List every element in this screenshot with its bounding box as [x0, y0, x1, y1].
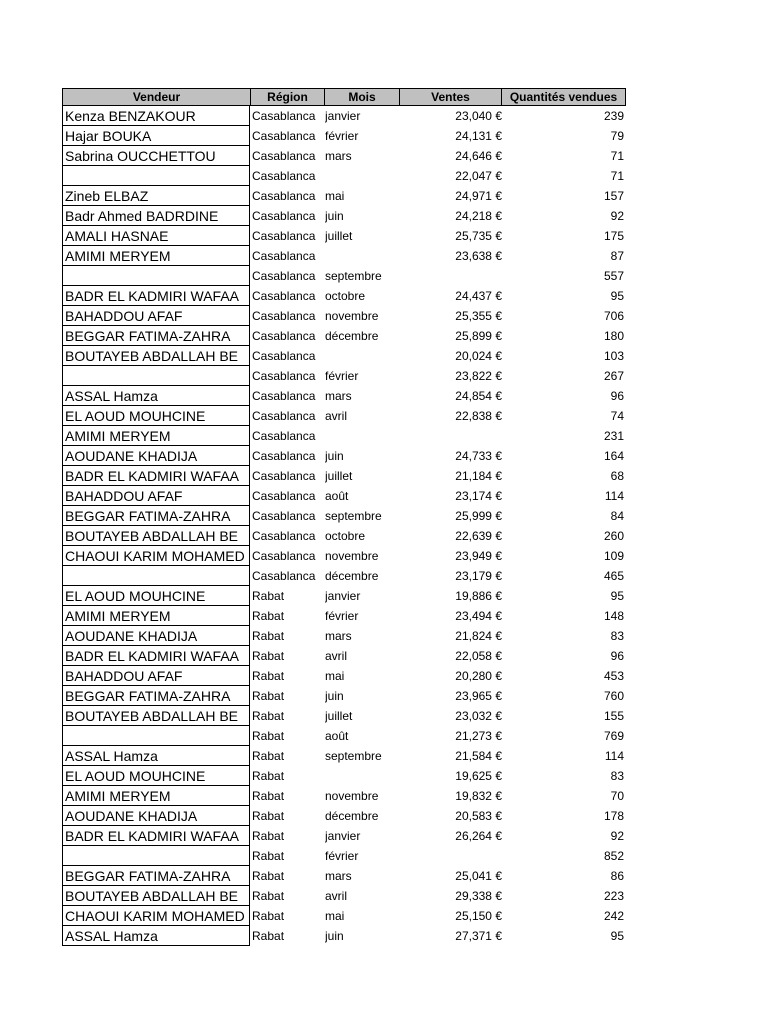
cell-mois[interactable]: avril: [325, 649, 348, 663]
cell-mois[interactable]: février: [325, 609, 359, 623]
cell-region[interactable]: Rabat: [252, 849, 285, 863]
cell-mois[interactable]: mars: [325, 389, 352, 403]
cell-mois[interactable]: septembre: [325, 749, 382, 763]
cell-vendeur[interactable]: [62, 606, 250, 626]
cell-vendeur[interactable]: [62, 906, 250, 926]
cell-region[interactable]: Casablanca: [252, 209, 316, 223]
cell-quantite[interactable]: 68: [610, 469, 624, 483]
cell-region[interactable]: Rabat: [252, 689, 285, 703]
cell-quantite[interactable]: 706: [603, 309, 624, 323]
cell-region[interactable]: Casablanca: [252, 349, 316, 363]
cell-region[interactable]: Rabat: [252, 729, 285, 743]
table-row: [62, 426, 626, 446]
cell-mois[interactable]: février: [325, 369, 359, 383]
cell-quantite[interactable]: 70: [610, 789, 624, 803]
cell-ventes[interactable]: 19,832 €: [455, 789, 502, 803]
cell-quantite[interactable]: 109: [603, 549, 624, 563]
cell-vendeur[interactable]: [62, 726, 250, 746]
cell-quantite[interactable]: 96: [610, 649, 624, 663]
cell-mois[interactable]: juillet: [325, 469, 353, 483]
table-row: [62, 906, 626, 926]
cell-region[interactable]: Rabat: [252, 869, 285, 883]
table-row: [62, 646, 626, 666]
cell-vendeur[interactable]: [62, 466, 250, 486]
table-row: [62, 566, 626, 586]
cell-quantite[interactable]: 95: [610, 929, 624, 943]
cell-vendeur[interactable]: [62, 766, 250, 786]
cell-quantite[interactable]: 95: [610, 289, 624, 303]
cell-vendeur[interactable]: [62, 266, 250, 286]
vendeur-text: Zineb ELBAZ: [65, 188, 149, 204]
vendeur-text: BOUTAYEB ABDALLAH BE: [65, 348, 238, 364]
cell-ventes[interactable]: 24,733 €: [455, 449, 502, 463]
vendeur-text: CHAOUI KARIM MOHAMED: [65, 908, 245, 924]
cell-mois[interactable]: février: [325, 849, 359, 863]
cell-ventes[interactable]: 23,032 €: [455, 709, 502, 723]
cell-ventes[interactable]: 21,184 €: [455, 469, 502, 483]
cell-ventes[interactable]: 23,040 €: [455, 109, 502, 123]
cell-ventes[interactable]: 20,583 €: [455, 809, 502, 823]
cell-vendeur[interactable]: [62, 386, 250, 406]
cell-mois[interactable]: mai: [325, 189, 345, 203]
cell-vendeur[interactable]: [62, 206, 250, 226]
cell-mois[interactable]: août: [325, 489, 349, 503]
cell-vendeur[interactable]: [62, 586, 250, 606]
cell-ventes[interactable]: 25,150 €: [455, 909, 502, 923]
vendeur-text: BOUTAYEB ABDALLAH BE: [65, 528, 238, 544]
vendeur-text: AOUDANE KHADIJA: [65, 448, 198, 464]
cell-quantite[interactable]: 74: [610, 409, 624, 423]
cell-quantite[interactable]: 267: [603, 369, 624, 383]
cell-vendeur[interactable]: [62, 426, 250, 446]
cell-vendeur[interactable]: [62, 626, 250, 646]
cell-quantite[interactable]: 465: [603, 569, 624, 583]
vendeur-text: AMIMI MERYEM: [65, 788, 171, 804]
table-row: [62, 786, 626, 806]
cell-mois[interactable]: juin: [325, 209, 344, 223]
cell-region[interactable]: Casablanca: [252, 449, 316, 463]
table-row: [62, 366, 626, 386]
cell-ventes[interactable]: 23,822 €: [455, 369, 502, 383]
cell-vendeur[interactable]: [62, 706, 250, 726]
cell-ventes[interactable]: 23,965 €: [455, 689, 502, 703]
header-region[interactable]: Région: [251, 89, 325, 105]
cell-mois[interactable]: mars: [325, 629, 352, 643]
header-vendeur[interactable]: Vendeur: [63, 89, 251, 105]
table-row: [62, 766, 626, 786]
table-row: [62, 706, 626, 726]
cell-vendeur[interactable]: [62, 566, 250, 586]
cell-vendeur[interactable]: [62, 406, 250, 426]
cell-quantite[interactable]: 84: [610, 509, 624, 523]
table-row: [62, 226, 626, 246]
cell-quantite[interactable]: 86: [610, 869, 624, 883]
cell-vendeur[interactable]: [62, 926, 250, 946]
cell-mois[interactable]: janvier: [325, 829, 361, 843]
cell-region[interactable]: Rabat: [252, 749, 285, 763]
vendeur-text: Badr Ahmed BADRDINE: [65, 208, 219, 224]
cell-ventes[interactable]: 21,273 €: [455, 729, 502, 743]
cell-mois[interactable]: mai: [325, 669, 345, 683]
cell-quantite[interactable]: 557: [603, 269, 624, 283]
cell-region[interactable]: Casablanca: [252, 249, 316, 263]
cell-region[interactable]: Casablanca: [252, 269, 316, 283]
cell-vendeur[interactable]: [62, 286, 250, 306]
cell-quantite[interactable]: 148: [603, 609, 624, 623]
table-row: [62, 306, 626, 326]
cell-mois[interactable]: avril: [325, 889, 348, 903]
cell-ventes[interactable]: 22,058 €: [455, 649, 502, 663]
vendeur-text: ASSAL Hamza: [65, 388, 158, 404]
cell-mois[interactable]: novembre: [325, 309, 379, 323]
cell-mois[interactable]: août: [325, 729, 349, 743]
table-row: [62, 346, 626, 366]
vendeur-text: AMIMI MERYEM: [65, 248, 171, 264]
vendeur-text: BADR EL KADMIRI WAFAA: [65, 468, 239, 484]
cell-region[interactable]: Rabat: [252, 829, 285, 843]
table-row: [62, 486, 626, 506]
table-row: [62, 826, 626, 846]
table-row: [62, 846, 626, 866]
vendeur-text: AOUDANE KHADIJA: [65, 628, 198, 644]
vendeur-text: AMIMI MERYEM: [65, 428, 171, 444]
table-row: [62, 126, 626, 146]
cell-mois[interactable]: [325, 766, 405, 786]
table-row: [62, 586, 626, 606]
cell-ventes[interactable]: 22,838 €: [455, 409, 502, 423]
table-row: [62, 626, 626, 646]
cell-mois[interactable]: juin: [325, 449, 344, 463]
cell-vendeur[interactable]: [62, 646, 250, 666]
table-row: [62, 246, 626, 266]
cell-region[interactable]: Casablanca: [252, 109, 316, 123]
vendeur-text: BEGGAR FATIMA-ZAHRA: [65, 868, 231, 884]
cell-ventes[interactable]: 24,218 €: [455, 209, 502, 223]
cell-region[interactable]: Casablanca: [252, 529, 316, 543]
cell-region[interactable]: Rabat: [252, 769, 285, 783]
cell-region[interactable]: Rabat: [252, 929, 285, 943]
table-row: [62, 526, 626, 546]
cell-region[interactable]: Casablanca: [252, 429, 316, 443]
vendeur-text: BEGGAR FATIMA-ZAHRA: [65, 508, 231, 524]
cell-ventes[interactable]: 23,949 €: [455, 549, 502, 563]
vendeur-text: BADR EL KADMIRI WAFAA: [65, 648, 239, 664]
cell-region[interactable]: Rabat: [252, 889, 285, 903]
cell-ventes[interactable]: 24,437 €: [455, 289, 502, 303]
cell-mois[interactable]: janvier: [325, 589, 361, 603]
vendeur-text: Sabrina OUCCHETTOU: [65, 148, 216, 164]
sales-table: [62, 88, 626, 946]
cell-quantite[interactable]: 180: [603, 329, 624, 343]
cell-ventes[interactable]: [400, 846, 502, 866]
cell-quantite[interactable]: 175: [603, 229, 624, 243]
cell-region[interactable]: Casablanca: [252, 169, 316, 183]
cell-quantite[interactable]: 95: [610, 589, 624, 603]
cell-region[interactable]: Rabat: [252, 789, 285, 803]
table-row: [62, 926, 626, 946]
cell-mois[interactable]: juillet: [325, 229, 353, 243]
cell-quantite[interactable]: 114: [604, 489, 624, 503]
cell-region[interactable]: Rabat: [252, 649, 285, 663]
cell-quantite[interactable]: 760: [603, 689, 624, 703]
vendeur-text: AMALI HASNAE: [65, 228, 169, 244]
cell-vendeur[interactable]: [62, 786, 250, 806]
cell-quantite[interactable]: 87: [610, 249, 624, 263]
cell-region[interactable]: Casablanca: [252, 129, 316, 143]
cell-mois[interactable]: novembre: [325, 549, 379, 563]
cell-region[interactable]: Rabat: [252, 589, 285, 603]
cell-vendeur[interactable]: [62, 686, 250, 706]
cell-region[interactable]: Casablanca: [252, 149, 316, 163]
cell-vendeur[interactable]: [62, 126, 250, 146]
cell-vendeur[interactable]: [62, 866, 250, 886]
vendeur-text: BEGGAR FATIMA-ZAHRA: [65, 328, 231, 344]
cell-ventes[interactable]: [400, 266, 502, 286]
vendeur-text: BADR EL KADMIRI WAFAA: [65, 828, 239, 844]
cell-ventes[interactable]: 22,639 €: [455, 529, 502, 543]
table-row: [62, 186, 626, 206]
cell-region[interactable]: Rabat: [252, 629, 285, 643]
table-row: [62, 886, 626, 906]
cell-vendeur[interactable]: [62, 246, 250, 266]
cell-ventes[interactable]: 25,041 €: [455, 869, 502, 883]
cell-vendeur[interactable]: [62, 546, 250, 566]
table-row: [62, 106, 626, 126]
table-row: [62, 686, 626, 706]
cell-ventes[interactable]: 29,338 €: [455, 889, 502, 903]
cell-ventes[interactable]: 24,131 €: [455, 129, 502, 143]
cell-quantite[interactable]: 114: [604, 749, 624, 763]
table-row: [62, 726, 626, 746]
cell-vendeur[interactable]: [62, 186, 250, 206]
cell-region[interactable]: Casablanca: [252, 189, 316, 203]
table-row: [62, 866, 626, 886]
cell-vendeur[interactable]: [62, 106, 250, 126]
cell-mois[interactable]: octobre: [325, 289, 366, 303]
table-row: [62, 746, 626, 766]
cell-region[interactable]: Casablanca: [252, 369, 316, 383]
cell-vendeur[interactable]: [62, 346, 250, 366]
cell-vendeur[interactable]: [62, 506, 250, 526]
vendeur-text: ASSAL Hamza: [65, 748, 158, 764]
cell-region[interactable]: Casablanca: [252, 489, 316, 503]
cell-region[interactable]: Casablanca: [252, 469, 316, 483]
cell-region[interactable]: Casablanca: [252, 329, 316, 343]
cell-vendeur[interactable]: [62, 226, 250, 246]
table-row: [62, 446, 626, 466]
cell-region[interactable]: Casablanca: [252, 409, 316, 423]
cell-ventes[interactable]: 22,047 €: [455, 169, 502, 183]
cell-quantite[interactable]: 155: [603, 709, 624, 723]
cell-quantite[interactable]: 103: [603, 349, 624, 363]
cell-mois[interactable]: [325, 246, 405, 266]
table-row: [62, 546, 626, 566]
table-row: [62, 506, 626, 526]
header-quantites[interactable]: Quantités vendues: [509, 90, 618, 104]
cell-mois[interactable]: mai: [325, 909, 345, 923]
cell-vendeur[interactable]: [62, 446, 250, 466]
cell-ventes[interactable]: 25,735 €: [455, 229, 502, 243]
cell-quantite[interactable]: 239: [603, 109, 624, 123]
table-row: [62, 286, 626, 306]
cell-vendeur[interactable]: [62, 826, 250, 846]
cell-quantite[interactable]: 223: [603, 889, 624, 903]
vendeur-text: AMIMI MERYEM: [65, 608, 171, 624]
cell-quantite[interactable]: 83: [610, 769, 624, 783]
cell-region[interactable]: Casablanca: [252, 509, 316, 523]
cell-vendeur[interactable]: [62, 526, 250, 546]
vendeur-text: AOUDANE KHADIJA: [65, 808, 198, 824]
vendeur-text: BADR EL KADMIRI WAFAA: [65, 288, 239, 304]
cell-mois[interactable]: mars: [325, 149, 352, 163]
cell-ventes[interactable]: 21,824 €: [455, 629, 502, 643]
cell-vendeur[interactable]: [62, 846, 250, 866]
cell-quantite[interactable]: 231: [603, 429, 624, 443]
cell-region[interactable]: Rabat: [252, 609, 285, 623]
table-row: [62, 326, 626, 346]
cell-vendeur[interactable]: [62, 886, 250, 906]
vendeur-text: ASSAL Hamza: [65, 928, 158, 944]
cell-quantite[interactable]: 71: [610, 149, 624, 163]
cell-quantite[interactable]: 178: [603, 809, 624, 823]
vendeur-text: EL AOUD MOUHCINE: [65, 408, 206, 424]
header-mois[interactable]: Mois: [325, 89, 400, 105]
cell-ventes[interactable]: 20,024 €: [455, 349, 502, 363]
cell-region[interactable]: Rabat: [252, 809, 285, 823]
cell-vendeur[interactable]: [62, 806, 250, 826]
cell-ventes[interactable]: 19,625 €: [455, 769, 502, 783]
cell-vendeur[interactable]: [62, 306, 250, 326]
table-row: [62, 146, 626, 166]
cell-region[interactable]: Casablanca: [252, 569, 316, 583]
cell-mois[interactable]: novembre: [325, 789, 379, 803]
cell-mois[interactable]: juin: [325, 689, 344, 703]
cell-quantite[interactable]: 453: [603, 669, 624, 683]
cell-ventes[interactable]: 25,999 €: [455, 509, 502, 523]
cell-quantite[interactable]: 83: [610, 629, 624, 643]
cell-mois[interactable]: décembre: [325, 329, 379, 343]
cell-vendeur[interactable]: [62, 486, 250, 506]
vendeur-text: BEGGAR FATIMA-ZAHRA: [65, 688, 231, 704]
vendeur-text: Hajar BOUKA: [65, 128, 152, 144]
cell-mois[interactable]: avril: [325, 409, 348, 423]
cell-vendeur[interactable]: [62, 366, 250, 386]
cell-quantite[interactable]: 92: [610, 829, 624, 843]
cell-mois[interactable]: décembre: [325, 569, 379, 583]
cell-quantite[interactable]: 71: [610, 169, 624, 183]
cell-quantite[interactable]: 242: [603, 909, 624, 923]
cell-ventes[interactable]: 24,971 €: [455, 189, 502, 203]
cell-ventes[interactable]: 19,886 €: [455, 589, 502, 603]
cell-mois[interactable]: septembre: [325, 509, 382, 523]
cell-ventes[interactable]: 24,646 €: [455, 149, 502, 163]
cell-ventes[interactable]: 21,584 €: [455, 749, 502, 763]
header-ventes[interactable]: Ventes: [400, 89, 502, 105]
table-row: [62, 606, 626, 626]
cell-quantite[interactable]: 769: [603, 729, 624, 743]
cell-ventes[interactable]: 23,179 €: [455, 569, 502, 583]
cell-quantite[interactable]: 260: [603, 529, 624, 543]
cell-mois[interactable]: [325, 166, 405, 186]
cell-region[interactable]: Casablanca: [252, 289, 316, 303]
cell-region[interactable]: Casablanca: [252, 389, 316, 403]
vendeur-text: BAHADDOU AFAF: [65, 668, 183, 684]
cell-quantite[interactable]: 164: [603, 449, 624, 463]
cell-region[interactable]: Rabat: [252, 669, 285, 683]
table-row: [62, 406, 626, 426]
cell-quantite[interactable]: 852: [603, 849, 624, 863]
cell-region[interactable]: Rabat: [252, 709, 285, 723]
cell-mois[interactable]: octobre: [325, 529, 366, 543]
cell-mois[interactable]: juillet: [325, 709, 353, 723]
cell-ventes[interactable]: [400, 426, 502, 446]
vendeur-text: CHAOUI KARIM MOHAMED: [65, 548, 245, 564]
vendeur-text: EL AOUD MOUHCINE: [65, 768, 206, 784]
cell-mois[interactable]: [325, 426, 405, 446]
vendeur-text: EL AOUD MOUHCINE: [65, 588, 206, 604]
cell-ventes[interactable]: 26,264 €: [455, 829, 502, 843]
table-header-row: [62, 88, 626, 106]
cell-ventes[interactable]: 20,280 €: [455, 669, 502, 683]
cell-ventes[interactable]: 25,355 €: [455, 309, 502, 323]
cell-vendeur[interactable]: [62, 326, 250, 346]
cell-quantite[interactable]: 92: [610, 209, 624, 223]
table-row: [62, 266, 626, 286]
cell-mois[interactable]: juin: [325, 929, 344, 943]
cell-ventes[interactable]: 25,899 €: [455, 329, 502, 343]
table-row: [62, 806, 626, 826]
cell-mois[interactable]: février: [325, 129, 359, 143]
vendeur-text: BAHADDOU AFAF: [65, 308, 183, 324]
cell-region[interactable]: Casablanca: [252, 549, 316, 563]
cell-ventes[interactable]: 24,854 €: [455, 389, 502, 403]
cell-quantite[interactable]: 79: [610, 129, 624, 143]
table-row: [62, 166, 626, 186]
cell-region[interactable]: Casablanca: [252, 229, 316, 243]
cell-ventes[interactable]: 27,371 €: [455, 929, 502, 943]
cell-quantite[interactable]: 96: [610, 389, 624, 403]
vendeur-text: Kenza BENZAKOUR: [65, 108, 196, 124]
table-row: [62, 666, 626, 686]
table-row: [62, 386, 626, 406]
cell-vendeur[interactable]: [62, 666, 250, 686]
cell-mois[interactable]: janvier: [325, 109, 361, 123]
cell-mois[interactable]: mars: [325, 869, 352, 883]
cell-mois[interactable]: [325, 346, 405, 366]
cell-ventes[interactable]: 23,174 €: [455, 489, 502, 503]
cell-vendeur[interactable]: [62, 146, 250, 166]
cell-ventes[interactable]: 23,494 €: [455, 609, 502, 623]
cell-region[interactable]: Casablanca: [252, 309, 316, 323]
vendeur-text: BOUTAYEB ABDALLAH BE: [65, 888, 238, 904]
vendeur-text: BAHADDOU AFAF: [65, 488, 183, 504]
cell-vendeur[interactable]: [62, 166, 250, 186]
cell-mois[interactable]: décembre: [325, 809, 379, 823]
cell-mois[interactable]: septembre: [325, 269, 382, 283]
cell-region[interactable]: Rabat: [252, 909, 285, 923]
cell-quantite[interactable]: 157: [603, 189, 624, 203]
cell-vendeur[interactable]: [62, 746, 250, 766]
table-row: [62, 206, 626, 226]
vendeur-text: BOUTAYEB ABDALLAH BE: [65, 708, 238, 724]
cell-ventes[interactable]: 23,638 €: [455, 249, 502, 263]
table-row: [62, 466, 626, 486]
